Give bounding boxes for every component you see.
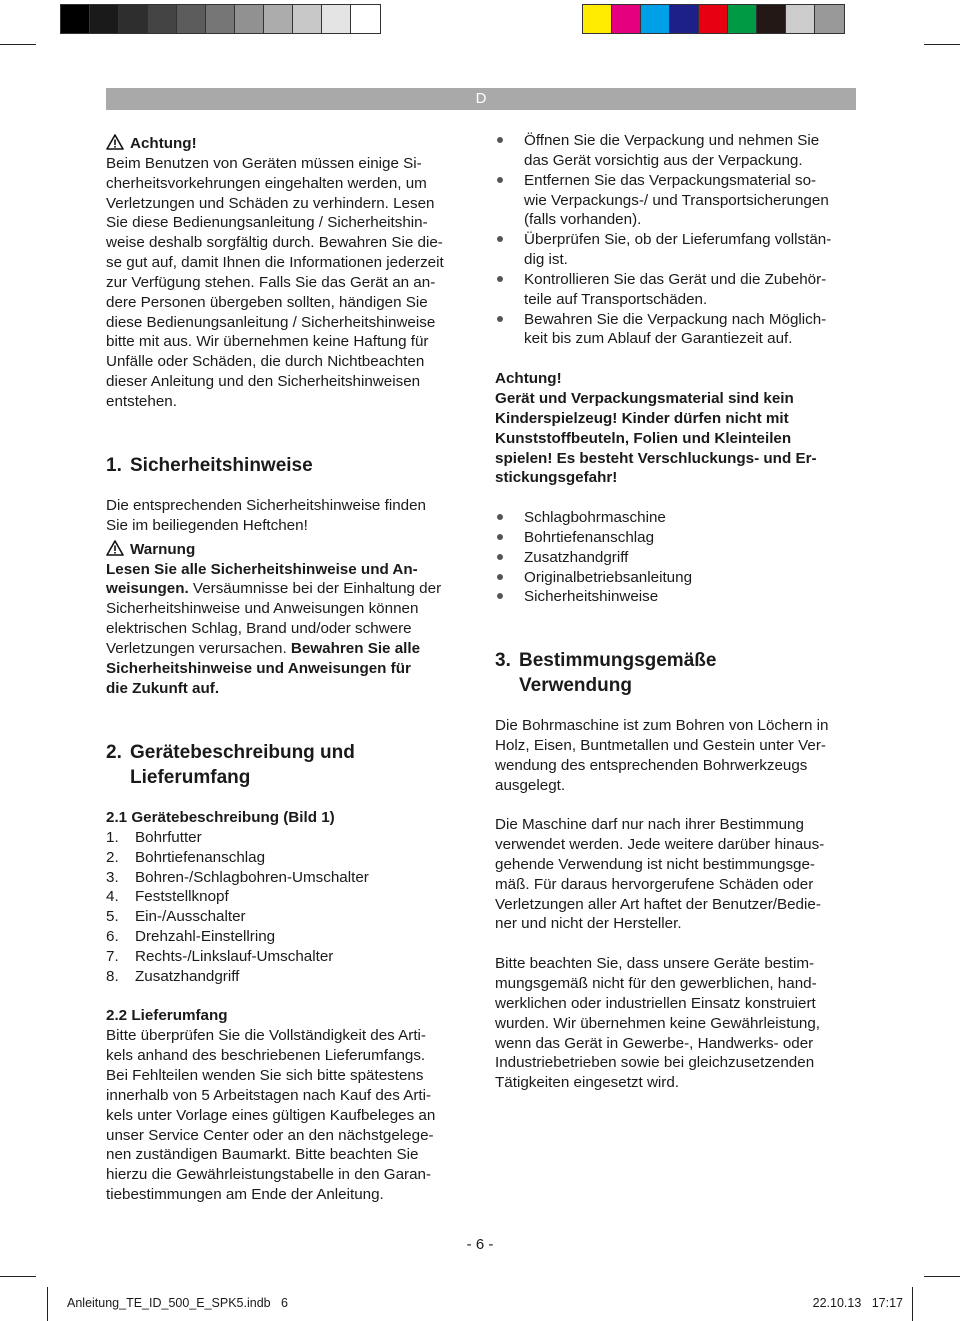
right-column <box>495 131 860 607</box>
section-title-cont: Verwendung <box>519 675 632 696</box>
caution-line: Gerät und Verpackungsmaterial sind kein <box>495 389 794 407</box>
text-line: mungsgemäß nicht für den gewerblichen, hand- <box>495 974 817 992</box>
section-title: Bestimmungsgemäße <box>519 650 717 671</box>
text-line: Industriebetrieben sowie bei gleichzusetzenden <box>495 1054 815 1072</box>
left-column <box>106 134 476 412</box>
item-number: 2. <box>106 848 119 866</box>
color-swatch <box>148 5 177 33</box>
list-item <box>106 967 476 987</box>
color-swatch <box>786 5 815 33</box>
item-label: Zusatzhandgriff <box>524 548 629 566</box>
text-line: elektrischen Schlag, Brand und/oder schwere <box>106 620 412 638</box>
item-label: Bohrfutter <box>135 828 202 846</box>
section-number: 3. <box>495 650 511 671</box>
color-swatch <box>757 5 786 33</box>
intro-title: Achtung! <box>130 135 197 152</box>
section-2 <box>106 740 476 790</box>
footer-date-text: 22.10.13 17:17 <box>812 1296 903 1310</box>
intro-line: Sie diese Bedienungsanleitung / Sicherheitshin- <box>106 214 428 232</box>
item-line: Bewahren Sie die Verpackung nach Möglich- <box>524 310 827 328</box>
text-line: Sicherheitshinweise und Anweisungen können <box>106 600 419 618</box>
bullet-icon <box>495 528 524 548</box>
item-label: Zusatzhandgriff <box>135 967 240 985</box>
section-title: Sicherheitshinweise <box>130 455 313 476</box>
parts-list <box>106 828 476 987</box>
subsection-title: 2.2 Lieferumfang <box>106 1007 228 1025</box>
text-line: tiebestimmungen am Ende der Anleitung. <box>106 1186 384 1204</box>
text-line: Bei Fehlteilen wenden Sie sich bitte spätestens <box>106 1066 424 1084</box>
bold-text: Bewahren Sie alle <box>286 639 421 657</box>
list-item <box>106 907 476 927</box>
list-item <box>495 270 860 310</box>
item-label: Bohren-/Schlagbohren-Umschalter <box>135 868 369 886</box>
intro-line: se gut auf, damit Ihnen die Informationen jederzeit <box>106 254 444 272</box>
color-swatch <box>177 5 206 33</box>
item-line: Entfernen Sie das Verpackungsmaterial so- <box>524 171 817 189</box>
item-line: Überprüfen Sie, ob der Lieferumfang vollstän- <box>524 231 832 249</box>
item-line: das Gerät vorsichtig aus der Verpackung. <box>524 151 803 169</box>
intro-line: dere Personen übergeben sollten, händigen Sie <box>106 293 428 311</box>
bold-text: weisungen. <box>106 580 189 598</box>
list-item <box>495 230 860 270</box>
color-swatch <box>206 5 235 33</box>
section-number: 1. <box>106 455 122 476</box>
section-3-heading <box>495 648 860 698</box>
color-swatch <box>293 5 322 33</box>
color-swatch <box>583 5 612 33</box>
color-swatch <box>670 5 699 33</box>
item-label: Schlagbohrmaschine <box>524 509 666 527</box>
text-line: wendung des entsprechenden Bohrwerkzeugs <box>495 756 808 774</box>
intro-line: diese Bedienungsanleitung / Sicherheitshinweise <box>106 313 436 331</box>
crop-mark <box>0 44 36 45</box>
text-line: Bitte beachten Sie, dass unsere Geräte bestim- <box>495 955 815 973</box>
caution-line: Kinderspielzeug! Kinder dürfen nicht mit <box>495 409 789 427</box>
item-line: (falls vorhanden). <box>524 211 642 229</box>
gray-color-bar <box>60 4 381 34</box>
text-line: Sie im beiliegenden Heftchen! <box>106 516 308 534</box>
bullet-icon <box>495 171 524 231</box>
color-swatch <box>322 5 351 33</box>
color-swatch <box>641 5 670 33</box>
item-line: Öffnen Sie die Verpackung und nehmen Sie <box>524 132 820 149</box>
text-line: Die Bohrmaschine ist zum Bohren von Löchern in <box>495 717 829 734</box>
list-item <box>106 927 476 947</box>
list-item <box>495 587 860 607</box>
item-line: wie Verpackungs-/ und Transportsicherungen <box>524 191 829 209</box>
color-swatch <box>815 5 844 33</box>
list-item <box>495 528 860 548</box>
bullet-icon <box>495 270 524 310</box>
list-item <box>106 848 476 868</box>
color-swatch <box>264 5 293 33</box>
item-number: 6. <box>106 928 119 946</box>
text-line: werklichen oder industriellen Einsatz konstruiert <box>495 994 816 1012</box>
item-label: Rechts-/Linkslauf-Umschalter <box>135 947 334 965</box>
footer-file <box>67 1296 288 1310</box>
text-line: Die Maschine darf nur nach ihrer Bestimmung <box>495 816 804 834</box>
bullet-icon <box>495 230 524 270</box>
list-item <box>495 568 860 588</box>
caution-line: spielen! Es besteht Verschluckungs- und Er- <box>495 449 817 467</box>
bold-line: die Zukunft auf. <box>106 679 220 697</box>
item-line: dig ist. <box>524 251 568 269</box>
mixed-line <box>106 579 476 599</box>
text-line: verwendet werden. Jede weitere darüber hinaus- <box>495 836 825 854</box>
item-line: teile auf Transportschäden. <box>524 290 708 308</box>
item-label: Bohrtiefenanschlag <box>524 528 655 546</box>
list-item <box>495 171 860 231</box>
text-line: ner und nicht der Hersteller. <box>495 915 682 933</box>
intro-title-line <box>106 134 476 154</box>
intro-line: cherheitsvorkehrungen eingehalten werden, um <box>106 174 427 192</box>
section-2-heading <box>106 740 476 790</box>
crop-mark <box>924 1276 960 1277</box>
section-number: 2. <box>106 742 122 763</box>
crop-mark <box>47 1287 48 1321</box>
item-label: Ein-/Ausschalter <box>135 908 246 926</box>
color-swatch <box>119 5 148 33</box>
item-number: 3. <box>106 868 119 886</box>
intro-line: weise deshalb sorgfältig durch. Bewahren Sie die- <box>106 234 443 252</box>
text-line: gehende Verwendung ist nicht bestimmungsge- <box>495 855 815 873</box>
item-number: 7. <box>106 947 119 965</box>
color-swatch <box>235 5 264 33</box>
bullet-icon <box>495 587 524 607</box>
item-label: Sicherheitshinweise <box>524 588 659 606</box>
section-title-cont: Lieferumfang <box>130 767 251 788</box>
text-line: Holz, Eisen, Buntmetallen und Gestein unter Ver- <box>495 736 826 754</box>
text-line: kels unter Vorlage eines gültigen Kaufbeleges an <box>106 1106 436 1124</box>
caution-line: Kunststoffbeuteln, Folien und Kleinteilen <box>495 429 792 447</box>
normal-text: Verletzungen verursachen. <box>106 639 287 657</box>
crop-mark <box>924 44 960 45</box>
bullet-icon <box>495 568 524 588</box>
list-item <box>495 131 860 171</box>
bullet-icon <box>495 508 524 528</box>
list-item <box>495 508 860 528</box>
intro-line: Beim Benutzen von Geräten müssen einige Si- <box>106 154 422 172</box>
item-label: Feststellknopf <box>135 888 229 906</box>
section-1 <box>106 453 476 478</box>
footer-date <box>813 1296 903 1310</box>
caution-block <box>495 369 860 488</box>
intro-line: Unfälle oder Schäden, die durch Nichtbeachten <box>106 353 425 371</box>
intro-line: dieser Anleitung und den Sicherheitshinweisen <box>106 373 421 391</box>
section-title: Gerätebeschreibung und <box>130 742 355 763</box>
text-line: Die entsprechenden Sicherheitshinweise finden <box>106 497 426 514</box>
color-swatch <box>728 5 757 33</box>
list-item <box>495 310 860 350</box>
list-item <box>106 887 476 907</box>
list-item <box>106 947 476 967</box>
caution-line: stickungsgefahr! <box>495 469 618 487</box>
color-swatch <box>351 5 380 33</box>
language-band <box>106 88 856 110</box>
item-label: Bohrtiefenanschlag <box>135 848 266 866</box>
item-number: 8. <box>106 967 119 985</box>
warning-triangle-icon <box>106 540 124 556</box>
text-line: Verletzungen aller Art haftet der Benutzer/Bedie- <box>495 895 821 913</box>
intro-text <box>106 154 476 412</box>
text-line: hierzu die Gewährleistungstabelle in den Garan- <box>106 1166 432 1184</box>
crop-mark <box>0 1276 36 1277</box>
list-item <box>106 868 476 888</box>
bullet-icon <box>495 548 524 568</box>
text-line: Bitte überprüfen Sie die Vollständigkeit des Arti- <box>106 1027 426 1045</box>
caution-title: Achtung! <box>495 370 562 388</box>
item-number: 4. <box>106 888 119 906</box>
text-line: kels anhand des beschriebenen Lieferumfangs. <box>106 1047 426 1065</box>
subsection-title: 2.1 Gerätebeschreibung (Bild 1) <box>106 809 335 826</box>
text-line: wenn das Gerät in Gewerbe-, Handwerks- oder <box>495 1034 814 1052</box>
section-2-body <box>106 808 476 1205</box>
item-label: Originalbetriebsanleitung <box>524 568 693 586</box>
item-line: Kontrollieren Sie das Gerät und die Zubehör- <box>524 270 827 288</box>
intro-line: Verletzungen und Schäden zu verhindern. Lesen <box>106 194 435 212</box>
item-label: Drehzahl-Einstellring <box>135 928 276 946</box>
scope-of-delivery-list <box>495 508 860 607</box>
section-3 <box>495 648 860 698</box>
warning-title-line <box>106 540 476 560</box>
section-1-body <box>106 496 476 698</box>
mixed-line <box>106 639 476 659</box>
text-line: unser Service Center oder an den nächstgelege- <box>106 1126 434 1144</box>
warning-title: Warnung <box>130 540 196 558</box>
unpacking-steps <box>495 131 860 349</box>
list-item <box>495 548 860 568</box>
bold-line: Sicherheitshinweise und Anweisungen für <box>106 659 411 677</box>
crop-mark <box>912 1287 913 1321</box>
text-line: wurden. Wir übernehmen keine Gewährleistung, <box>495 1014 821 1032</box>
page-number: - 6 - <box>466 1236 494 1253</box>
intro-line: bitte mit aus. Wir übernehmen keine Haftung für <box>106 333 429 351</box>
section-3-body <box>495 716 860 1093</box>
text-line: innerhalb von 5 Arbeitstagen nach Kauf des Arti- <box>106 1086 432 1104</box>
text-line: mäß. Für daraus hervorgerufene Schäden oder <box>495 875 814 893</box>
item-line: keit bis zum Ablauf der Garantiezeit auf. <box>524 330 793 348</box>
bullet-icon <box>495 310 524 350</box>
color-swatch <box>61 5 90 33</box>
language-code: D <box>475 90 487 107</box>
color-swatch <box>90 5 119 33</box>
warning-triangle-icon <box>106 134 124 150</box>
text-line: nen zuständigen Baumarkt. Bitte beachten Sie <box>106 1146 419 1164</box>
intro-line: entstehen. <box>106 392 177 410</box>
color-swatch <box>612 5 641 33</box>
text-line: Tätigkeiten eingesetzt wird. <box>495 1074 680 1092</box>
list-item <box>106 828 476 848</box>
item-number: 1. <box>106 828 119 846</box>
normal-text: Versäumnisse bei der Einhaltung der <box>188 580 442 598</box>
text-line: ausgelegt. <box>495 776 566 794</box>
color-swatch <box>699 5 728 33</box>
intro-line: zur Verfügung stehen. Falls Sie das Gerät an an- <box>106 273 436 291</box>
bold-line: Lesen Sie alle Sicherheitshinweise und An- <box>106 560 418 578</box>
footer-file-text: Anleitung_TE_ID_500_E_SPK5.indb 6 <box>67 1296 288 1310</box>
section-1-heading <box>106 453 476 478</box>
item-number: 5. <box>106 908 119 926</box>
bullet-icon <box>495 131 524 171</box>
cmyk-color-bar <box>582 4 845 34</box>
